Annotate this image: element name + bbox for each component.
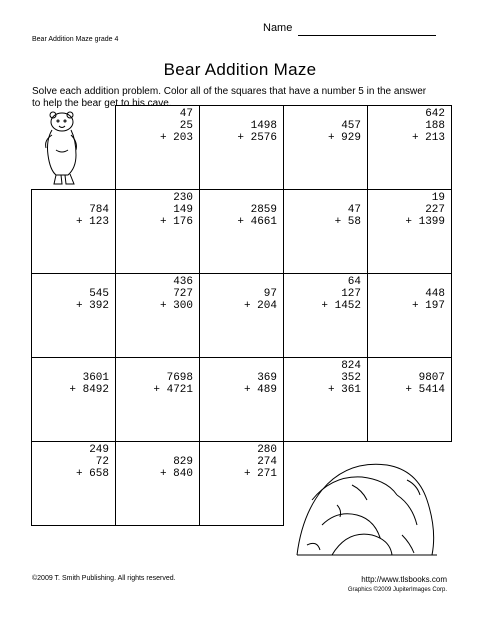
problem-line: 824 xyxy=(341,360,361,372)
problem-line: + 392 xyxy=(75,300,109,312)
problem-line: 784 xyxy=(89,204,109,216)
problem-line: 448 xyxy=(425,288,445,300)
maze-cell[interactable] xyxy=(115,357,200,442)
problem-line: + 213 xyxy=(411,132,445,144)
problem-line: 227 xyxy=(425,204,445,216)
maze-cell[interactable] xyxy=(115,273,200,358)
problem-line: 64 xyxy=(347,276,361,288)
maze-cell[interactable] xyxy=(367,273,452,358)
problem-line: 352 xyxy=(341,372,361,384)
problem-line: 25 xyxy=(179,120,193,132)
maze-cell[interactable] xyxy=(199,441,284,526)
maze-cell[interactable] xyxy=(199,357,284,442)
problem-line: + 2576 xyxy=(237,132,277,144)
problem-line: 249 xyxy=(89,444,109,456)
addition-problem xyxy=(160,192,193,228)
addition-problem xyxy=(405,372,445,396)
maze-cell[interactable] xyxy=(31,357,116,442)
addition-problem xyxy=(328,360,361,396)
maze-cell[interactable] xyxy=(115,189,200,274)
addition-problem xyxy=(160,108,193,144)
problem-line: + 123 xyxy=(75,216,109,228)
problem-line: + 203 xyxy=(159,132,193,144)
maze-cell[interactable] xyxy=(367,189,452,274)
problem-line: + 4721 xyxy=(153,384,193,396)
problem-line: 545 xyxy=(89,288,109,300)
maze-cell[interactable] xyxy=(199,189,284,274)
bear-image xyxy=(38,110,88,190)
maze-cell[interactable] xyxy=(283,273,368,358)
name-label: Name xyxy=(263,22,293,34)
problem-line: 280 xyxy=(257,444,277,456)
problem-line: + 176 xyxy=(159,216,193,228)
addition-problem xyxy=(153,372,193,396)
problem-line: 72 xyxy=(95,456,109,468)
instructions-line-2: to help the bear get to his cave. xyxy=(32,98,172,109)
addition-problem xyxy=(244,444,277,480)
problem-line: 47 xyxy=(347,204,361,216)
maze-cell[interactable] xyxy=(283,189,368,274)
problem-line: 127 xyxy=(341,288,361,300)
problem-line: + 1399 xyxy=(405,216,445,228)
addition-problem xyxy=(76,204,109,228)
problem-line: 149 xyxy=(173,204,193,216)
addition-problem xyxy=(76,288,109,312)
maze-cell[interactable] xyxy=(283,105,368,190)
addition-problem xyxy=(244,372,277,396)
maze-cell[interactable] xyxy=(115,105,200,190)
addition-problem xyxy=(335,204,361,228)
problem-line: + 8492 xyxy=(69,384,109,396)
problem-line: 230 xyxy=(173,192,193,204)
maze-cell[interactable] xyxy=(283,357,368,442)
problem-line: + 5414 xyxy=(405,384,445,396)
addition-problem xyxy=(412,108,445,144)
maze-cell[interactable] xyxy=(367,105,452,190)
problem-line: 642 xyxy=(425,108,445,120)
problem-line: 274 xyxy=(257,456,277,468)
problem-line: + 4661 xyxy=(237,216,277,228)
maze-cell[interactable] xyxy=(199,105,284,190)
problem-line: 727 xyxy=(173,288,193,300)
problem-line: 97 xyxy=(263,288,277,300)
problem-line: + 840 xyxy=(159,468,193,480)
addition-problem xyxy=(328,120,361,144)
maze-cell[interactable] xyxy=(367,357,452,442)
problem-line: + 204 xyxy=(243,300,277,312)
problem-line: 188 xyxy=(425,120,445,132)
problem-line: + 489 xyxy=(243,384,277,396)
cave-image xyxy=(292,455,442,565)
maze-cell[interactable] xyxy=(31,441,116,526)
addition-problem xyxy=(76,444,109,480)
problem-line: 7698 xyxy=(166,372,193,384)
problem-line: + 300 xyxy=(159,300,193,312)
addition-problem xyxy=(160,456,193,480)
addition-problem xyxy=(160,276,193,312)
maze-cell[interactable] xyxy=(115,441,200,526)
problem-line: + 58 xyxy=(334,216,361,228)
maze-cell[interactable] xyxy=(31,189,116,274)
graphics-credit: Graphics ©2009 JupiterImages Corp. xyxy=(347,587,447,593)
worksheet-subtitle: Bear Addition Maze grade 4 xyxy=(32,36,119,43)
problem-line: 47 xyxy=(179,108,193,120)
problem-line: + 658 xyxy=(75,468,109,480)
addition-problem xyxy=(244,288,277,312)
problem-line: 2859 xyxy=(250,204,277,216)
name-line xyxy=(298,35,436,36)
problem-line: + 197 xyxy=(411,300,445,312)
addition-problem xyxy=(69,372,109,396)
problem-line: 1498 xyxy=(250,120,277,132)
problem-line: + 929 xyxy=(327,132,361,144)
problem-line: 9807 xyxy=(418,372,445,384)
website-url: http://www.tlsbooks.com xyxy=(361,575,447,584)
addition-problem xyxy=(412,288,445,312)
copyright-text: ©2009 T. Smith Publishing. All rights reserved. xyxy=(32,575,176,582)
page-title: Bear Addition Maze xyxy=(163,60,317,79)
problem-line: 3601 xyxy=(82,372,109,384)
problem-line: 436 xyxy=(173,276,193,288)
addition-problem xyxy=(237,204,277,228)
maze-cell[interactable] xyxy=(31,273,116,358)
problem-line: + 1452 xyxy=(321,300,361,312)
problem-line: + 361 xyxy=(327,384,361,396)
problem-line: + 271 xyxy=(243,468,277,480)
addition-problem xyxy=(321,276,361,312)
problem-line: 19 xyxy=(431,192,445,204)
problem-line: 457 xyxy=(341,120,361,132)
problem-line: 369 xyxy=(257,372,277,384)
instructions-line-1: Solve each addition problem. Color all of the squares that have a number 5 in the answer xyxy=(32,86,427,97)
addition-problem xyxy=(405,192,445,228)
problem-line: 829 xyxy=(173,456,193,468)
maze-cell[interactable] xyxy=(199,273,284,358)
addition-problem xyxy=(237,120,277,144)
